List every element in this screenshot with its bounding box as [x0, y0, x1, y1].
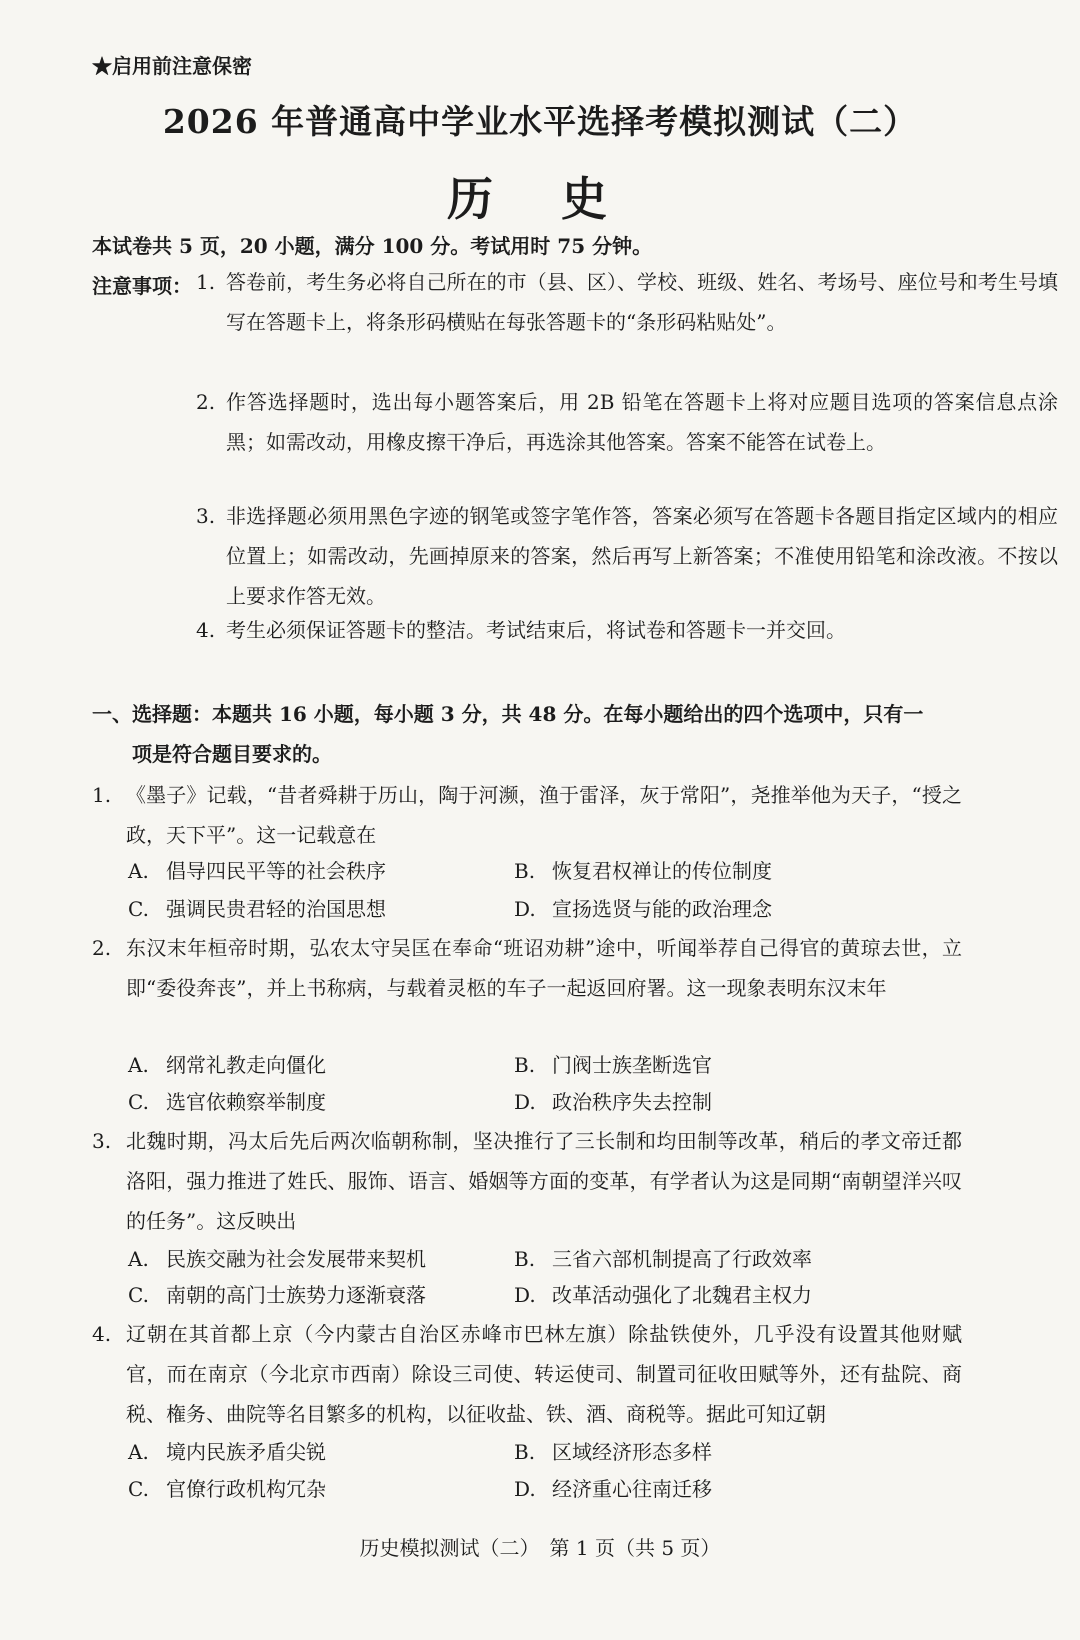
note-text: 答卷前，考生务必将自己所在的市（县、区）、学校、班级、姓名、考场号、座位号和考生号填写在答题卡上，将条形码横贴在每张答题卡的“条形码粘贴处”。: [226, 270, 1058, 334]
note-text: 作答选择题时，选出每小题答案后，用 2B 铅笔在答题卡上将对应题目选项的答案信息点涂黑；如需改动，用橡皮擦干净后，再选涂其他答案。答案不能答在试卷上。: [226, 390, 1058, 454]
section-heading: [92, 694, 962, 774]
note-number: 3.: [196, 504, 216, 528]
question-number: 1.: [92, 783, 112, 807]
subject-title: 历 史: [446, 172, 633, 226]
option-a: A. 倡导四民平等的社会秩序: [128, 859, 386, 883]
notes-label: 注意事项：: [92, 274, 192, 298]
question-text: 《墨子》记载，“昔者舜耕于历山，陶于河濒，渔于雷泽，灰于常阳”，尧推举他为天子，“授之政，天下平”。这一记载意在: [126, 783, 962, 847]
note-number: 2.: [196, 390, 216, 414]
option-b: B. 三省六部机制提高了行政效率: [514, 1247, 812, 1271]
option-a: A. 民族交融为社会发展带来契机: [128, 1247, 426, 1271]
secret-mark: ★启用前注意保密: [92, 54, 252, 78]
option-c: C. 官僚行政机构冗杂: [128, 1477, 326, 1501]
note-text: 考生必须保证答题卡的整洁。考试结束后，将试卷和答题卡一并交回。: [226, 618, 846, 642]
section-line: 一、选择题：本题共 16 小题，每小题 3 分，共 48 分。在每小题给出的四个选项中，只有一: [92, 702, 924, 726]
option-c: C. 选官依赖察举制度: [128, 1090, 326, 1114]
option-b: B. 门阀士族垄断选官: [514, 1053, 712, 1077]
question-number: 3.: [92, 1129, 112, 1153]
question-text: 东汉末年桓帝时期，弘农太守吴匡在奉命“班诏劝耕”途中，听闻举荐自己得官的黄琼去世，立即“委役奔丧”，并上书称病，与载着灵柩的车子一起返回府署。这一现象表明东汉末年: [126, 936, 962, 1000]
question-text: 辽朝在其首都上京（今内蒙古自治区赤峰市巴林左旗）除盐铁使外，几乎没有设置其他财赋官，而在南京（今北京市西南）除设三司使、转运使司、制置司征收田赋等外，还有盐院、商税、権务、曲院等名目繁多的机构，以征收盐、铁、酒、商税等。据此可知辽朝: [126, 1322, 962, 1426]
exam-title: 2026 年普通高中学业水平选择考模拟测试（二）: [162, 102, 918, 141]
option-b: B. 区域经济形态多样: [514, 1440, 712, 1464]
option-d: D. 宣扬选贤与能的政治理念: [514, 897, 772, 921]
option-d: D. 政治秩序失去控制: [514, 1090, 712, 1114]
exam-info: 本试卷共 5 页，20 小题，满分 100 分。考试用时 75 分钟。: [92, 234, 653, 258]
section-line: 项是符合题目要求的。: [132, 742, 332, 766]
note-number: 1.: [196, 270, 216, 294]
note-number: 4.: [196, 618, 216, 642]
note-item: [196, 496, 1058, 616]
option-a: A. 境内民族矛盾尖锐: [128, 1440, 326, 1464]
question-1: [92, 775, 962, 855]
question-number: 2.: [92, 936, 112, 960]
note-item: [196, 262, 1058, 342]
note-item: [196, 610, 1058, 650]
option-c: C. 南朝的高门士族势力逐渐衰落: [128, 1283, 426, 1307]
page-footer: 历史模拟测试（二） 第 1 页（共 5 页）: [359, 1536, 721, 1560]
option-b: B. 恢复君权禅让的传位制度: [514, 859, 772, 883]
option-c: C. 强调民贵君轻的治国思想: [128, 897, 386, 921]
question-number: 4.: [92, 1322, 112, 1346]
option-d: D. 经济重心往南迁移: [514, 1477, 712, 1501]
question-3: [92, 1121, 962, 1241]
question-2: [92, 928, 962, 1008]
option-d: D. 改革活动强化了北魏君主权力: [514, 1283, 812, 1307]
question-4: [92, 1314, 962, 1434]
question-text: 北魏时期，冯太后先后两次临朝称制，坚决推行了三长制和均田制等改革，稍后的孝文帝迁都洛阳，强力推进了姓氏、服饰、语言、婚姻等方面的变革，有学者认为这是同期“南朝望洋兴叹的任务”。这反映出: [126, 1129, 962, 1233]
option-a: A. 纲常礼教走向僵化: [128, 1053, 326, 1077]
note-text: 非选择题必须用黑色字迹的钢笔或签字笔作答，答案必须写在答题卡各题目指定区域内的相应位置上；如需改动，先画掉原来的答案，然后再写上新答案；不准使用铅笔和涂改液。不按以上要求作答无效。: [226, 504, 1058, 608]
note-item: [196, 382, 1058, 462]
